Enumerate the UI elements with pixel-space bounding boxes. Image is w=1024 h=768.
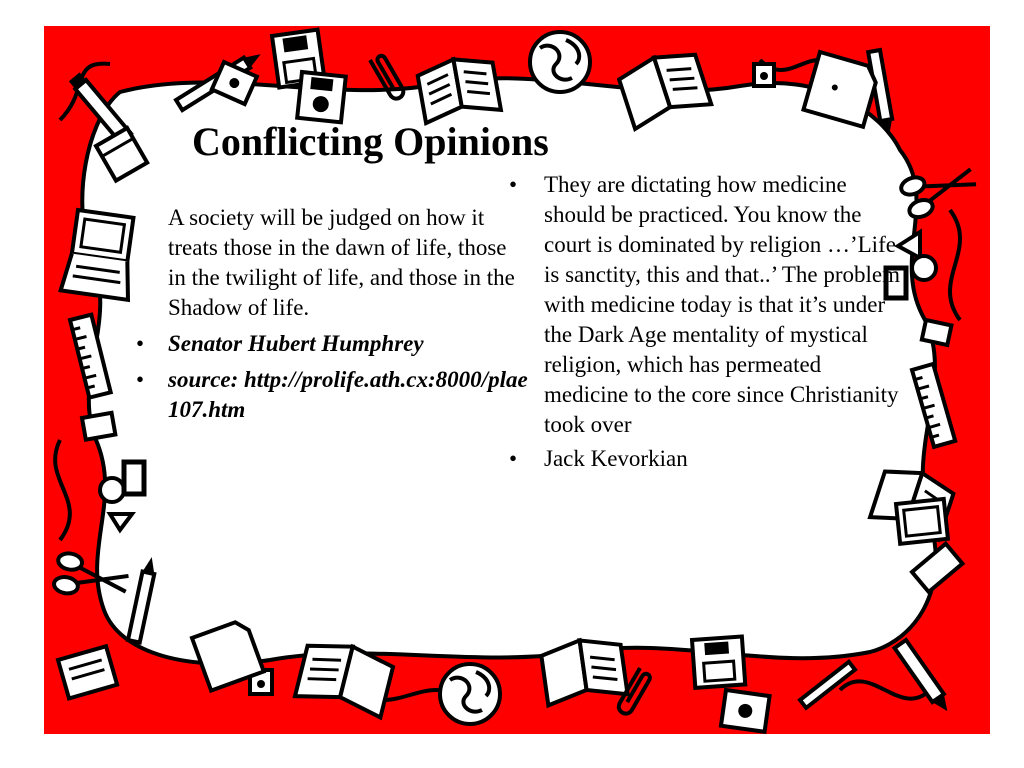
square-icon: [124, 462, 144, 494]
bullet-item: [508, 444, 906, 474]
bullet-dot: •: [508, 172, 518, 197]
quote-author: Jack Kevorkian: [544, 446, 688, 471]
bullet-item: [508, 170, 906, 440]
laptop-icon: [896, 499, 948, 544]
bullet-item: [135, 329, 528, 359]
floppy-disk-icon: [297, 72, 346, 122]
bullet-dot: •: [135, 367, 145, 392]
circle-icon: [912, 256, 936, 280]
globe-icon: [530, 32, 590, 92]
bullet-dot: •: [135, 331, 145, 356]
kevorkian-quote: They are dictating how medicine should be practiced. You know the court is dominated by religion …’Life is sanctity, this and that..’ The problem with medicine today is that it’s under the Dark Age mentality of mystical religion, which has permeated medicine to the core since Christianity took over: [544, 172, 901, 437]
quote-author: Senator Hubert Humphrey: [168, 331, 424, 356]
floppy-disk-icon: [692, 637, 745, 688]
globe-icon: [440, 664, 500, 724]
quote-source: source: http://prolife.ath.cx:8000/plae107.htm: [168, 367, 528, 422]
floppy-disk-icon: [721, 690, 770, 732]
bullet-dot: •: [508, 446, 518, 471]
left-column: [135, 203, 528, 425]
circle-icon: [100, 478, 124, 502]
quote-paragraph: A society will be judged on how it treats those in the dawn of life, those in the twilight of life, and those in the Shadow of life.: [168, 205, 515, 320]
eraser-icon: [82, 413, 115, 440]
eraser-icon: [922, 320, 952, 345]
bullet-item: [135, 365, 528, 425]
eraser-icon: [754, 64, 774, 86]
right-column: [508, 170, 906, 474]
slide-title: Conflicting Opinions: [192, 119, 549, 164]
